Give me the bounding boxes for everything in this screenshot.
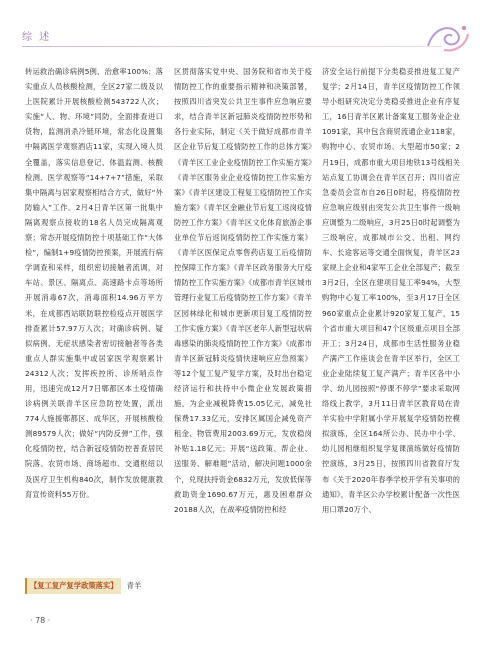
swirl-ornament-icon (424, 20, 472, 54)
body-paragraph: 区贯彻落实党中央、国务院和省市关于疫情防控工作的重要指示精神和决策部署，按照四川省突发公共卫生事件应急响应要求，结合青羊区新冠肺炎疫情防控形势和各行业实际，制定《关于做好成都市青羊区企业节后复工疫情防控工作的总体方案》《青羊区工业企业疫情防控工作实施方案》《青羊区服务业企业疫情防控工作实施方案》《青羊区建设工程复工疫情防控工作实施方案》《青羊区金融业节后复工返岗疫情防控工作方案》《青羊区文化体育旅游企事业单位节后返岗疫情防控工作实施方案》《青羊区医保定点零售药店复工后疫情防控保障工作方案》《青羊区政务服务大厅疫情防控工作实施方案》《成都市青羊区城市管理行业复工后疫情防控工作方案》《青羊区园林绿化和城市更新项目复工疫情防控工作实施方案》《青羊区老年人新型冠状病毒感染的肺炎疫情防控工作方案》《成都市青羊区新冠肺炎疫情快速响应应急预案》等12个复工复产复学方案，及时出台稳定经济运行和扶持中小微企业发展政策措施，为企业减税降费15.05亿元，减免社保费17.33亿元，安排区属国企减免资产租金、物管费用2003.69万元，发放稳岗补贴1.18亿元；开展“送政策、帮企业、送服务、解难题”活动，解决问题1000余个，兑现扶持资金6832万元，发放低保等救助资金1690.67万元，惠及困难群众20188人次，在战率疫情防控和经 (174, 67, 312, 514)
text-column-right (322, 64, 460, 632)
section-heading-row (25, 578, 163, 594)
heading-continuation: 青羊 (126, 581, 142, 590)
text-column-middle (174, 64, 312, 632)
body-paragraph: 济安全运行前提下分类稳妥推进复工复产复学；2月14日，青羊区疫情防控工作领导小组研究决定分类稳妥推进企业有序复工，16日青羊区累计备案复工服务业企业1091家，其中包含商贸流通企业118家，购物中心、农贸市场、大型超市50家；2月19日，成都市重大项目地铁13号线相关站点复工协调会在青羊区召开；四川省应急委员会宣布自26日0时起，将疫情防控应急响应级别由突发公共卫生事件一级响应调整为二级响应，3月25日0时起调整为三级响应，成都城市公交、出租、网约车、长途客运等交通全面恢复，青羊区23家规上企业和4家军工企业全部复产；截至3月2日，全区在建项目复工率94%，大型购物中心复工率100%，至3月17日全区960家重点企业累计920家复工复产，15个省市重大项目和47个区级重点项目全部开工；3月24日，成都市生活性服务业稳产满产工作座谈会在青羊区举行，全区工业企业陆续复工复产满产；青羊区各中小学、幼儿园按照“停课不停学”要求采取网络线上教学，3月11日青羊区教育局在青羊实验中学附属小学开展复学疫情防控模拟演练，全区164所公办、民办中小学、幼儿园相继组织复学复课演练做好疫情防控演练，3月25日，按照四川省教育厅发布《关于2020年春季学校开学有关事项的通知》，青羊区公办学校累计配备一次性医用口罩20万个、 (322, 67, 460, 514)
page-number: · 78 · (30, 616, 51, 625)
section-tag: 综 述 (22, 32, 52, 43)
text-column-left (25, 64, 163, 632)
body-paragraph: 转运救治确诊病例5例、治愈率100%；落实重点人员核酸检测，全区27家二级及以上医院累计开展核酸检测543722人次；实施“人、物、环境”同防，全面排查进口货物，监测消杀冷链环境，常态化设置集中隔离医学观察酒店11家，实现入境人员全覆盖，落实信息登记、体温监测、核酸检测、医学观察等“14+7+7”措施，采取集中隔离与居家观察相结合方式，做好“外防输入”工作。2月4日青羊区第一批集中隔离观察点接收的18名人员完成隔离观察；常态开展疫情防控十项基础工作“大体检”，编制1+9疫情防控预案，开展流行病学调查和采样，组织密切接触者流调，对车站、景区、隔离点、高速路卡点等场所开展消毒67次，消毒面积14.96万平方米，在成都西站联防联控检疫点开展医学排查累计57.97万人次；对确诊病例、疑似病例、无症状感染者密切接触者等各类重点人群实施集中或居家医学观察累计24312人次；发挥疾控所、诊所哨点作用，迅速完成12月7日郫都区本土疫情确诊病例关联青羊区应急防控处置，派出774人施援郫都区、成华区，开展核酸检测89579人次；做好“内防反弹”工作，强化疫情防控，结合新冠疫情防控普查居民院落、农贸市场、商场超市、交通枢纽以及医疗卫生机构840次，制作发放健康教育宣传资料55万份。 (25, 67, 163, 499)
header-rule (22, 46, 442, 47)
page-header (0, 0, 480, 58)
section-heading: 【复工复产复学政策落实】 (25, 578, 121, 594)
